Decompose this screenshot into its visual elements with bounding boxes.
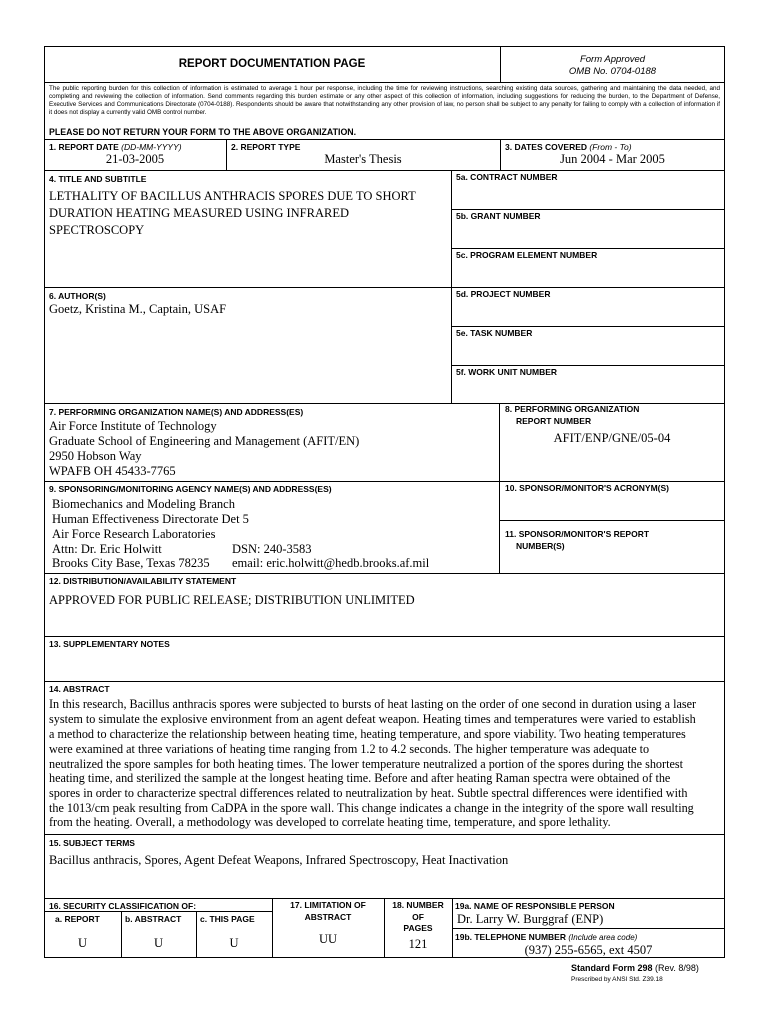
sponsor-label: 9. SPONSORING/MONITORING AGENCY NAME(S) AND ADDRESS(ES): [49, 484, 332, 494]
title-line-3: SPECTROSCOPY: [49, 223, 145, 237]
pages-label-1: 18. NUMBER: [392, 900, 444, 910]
author-value: Goetz, Kristina M., Captain, USAF: [49, 302, 227, 316]
distribution-value: APPROVED FOR PUBLIC RELEASE; DISTRIBUTION UNLIMITED: [49, 593, 415, 607]
dates-covered-value: Jun 2004 - Mar 2005: [560, 152, 665, 166]
sponsor-dsn: DSN: 240-3583: [232, 542, 312, 556]
rule: [44, 911, 272, 912]
project-number-label: 5d. PROJECT NUMBER: [456, 289, 551, 299]
work-unit-label: 5f. WORK UNIT NUMBER: [456, 367, 558, 377]
report-type-value: Master's Thesis: [324, 152, 402, 166]
performing-org-line-1: Air Force Institute of Technology: [49, 419, 217, 433]
omb-number: OMB No. 0704-0188: [568, 66, 657, 77]
rule: [44, 139, 725, 140]
abstract-label: 14. ABSTRACT: [49, 684, 110, 694]
author-label: 6. AUTHOR(S): [49, 291, 106, 301]
pages-value: 121: [408, 937, 428, 951]
responsible-person-label: 19a. NAME OF RESPONSIBLE PERSON: [455, 901, 615, 911]
abstract-line: heating time, and sterilized the sample at the longest heating time. Before and after heating Raman spectra were obtained of the: [49, 771, 671, 785]
rule: [44, 573, 725, 574]
sponsor-acronym-label: 10. SPONSOR/MONITOR'S ACRONYM(S): [505, 483, 670, 493]
performing-org-label: 7. PERFORMING ORGANIZATION NAME(S) AND ADDRESS(ES): [49, 407, 304, 417]
pages-label-3: PAGES: [403, 923, 433, 933]
sec-page-label: c. THIS PAGE: [200, 914, 255, 924]
title-label: 4. TITLE AND SUBTITLE: [49, 174, 147, 184]
sponsor-line-5: Brooks City Base, Texas 78235: [52, 556, 210, 570]
title-line-2: DURATION HEATING MEASURED USING INFRARED: [49, 206, 349, 220]
limitation-label-2: ABSTRACT: [304, 912, 352, 922]
title-line-1: LETHALITY OF BACILLUS ANTHRACIS SPORES DUE TO SHORT: [49, 189, 416, 203]
report-date-label: 1. REPORT DATE (DD-MM-YYYY): [49, 142, 182, 152]
abstract-line: system to simulate the explosive environment from an agent defeat weapon. Heating times and temperatures were varied to establish: [49, 712, 696, 726]
program-element-label: 5c. PROGRAM ELEMENT NUMBER: [456, 250, 598, 260]
abstract-line: spores in order to characterize spectral differences related to neutralization by heat. Subtle spectral differences were identified with: [49, 786, 688, 800]
abstract-line: the 1013/cm peak resulting from CaDPA in the spore wall. This change indicates a change in the integrity of the spore wall resulting: [49, 801, 694, 815]
limitation-label-1: 17. LIMITATION OF: [290, 900, 366, 910]
sponsor-email: email: eric.holwitt@hedb.brooks.af.mil: [232, 556, 430, 570]
abstract-line: a method to characterize the relationship between heating time, heating temperature, and spore viability. Two heating temperatures: [49, 727, 686, 741]
rule: [451, 248, 725, 249]
supplementary-label: 13. SUPPLEMENTARY NOTES: [49, 639, 170, 649]
sponsor-report-label-2: NUMBER(S): [516, 541, 565, 551]
sec-report-value: U: [77, 936, 88, 950]
abstract-line: neutralized the spore samples for both heating times. The lower temperature neutralized a portion of the spores during the shortest: [49, 757, 684, 771]
rule: [451, 209, 725, 210]
rule: [44, 636, 725, 637]
page-title: REPORT DOCUMENTATION PAGE: [178, 58, 366, 70]
rule: [451, 365, 725, 366]
rule: [451, 326, 725, 327]
sponsor-report-label-1: 11. SPONSOR/MONITOR'S REPORT: [505, 529, 650, 539]
rule: [452, 928, 725, 929]
abstract-line: were examined at three variations of heating time ranging from 1.2 to 4.2 seconds. The higher temperature was adequate to: [49, 742, 650, 756]
limitation-value: UU: [318, 932, 338, 946]
report-documentation-form: [44, 46, 725, 958]
rule: [44, 82, 725, 83]
performing-org-line-3: 2950 Hobson Way: [49, 449, 142, 463]
sec-page-value: U: [229, 936, 239, 950]
prescribed-by-label: Prescribed by ANSI Std. Z39.18: [571, 976, 663, 983]
sponsor-line-1: Biomechanics and Modeling Branch: [52, 497, 235, 511]
rule: [499, 403, 500, 573]
rule: [44, 170, 725, 171]
sponsor-line-4: Attn: Dr. Eric Holwitt: [52, 542, 162, 556]
telephone-label: 19b. TELEPHONE NUMBER (Include area code): [455, 932, 638, 942]
task-number-label: 5e. TASK NUMBER: [456, 328, 533, 338]
distribution-label: 12. DISTRIBUTION/AVAILABILITY STATEMENT: [49, 576, 237, 586]
grant-number-label: 5b. GRANT NUMBER: [456, 211, 541, 221]
abstract-line: In this research, Bacillus anthracis spores were subjected to bursts of heat lasting on the order of one second in duration using a laser: [49, 697, 697, 711]
sec-abstract-value: U: [153, 936, 164, 950]
sponsor-line-2: Human Effectiveness Directorate Det 5: [52, 512, 249, 526]
form-approved-text: Form Approved: [579, 54, 646, 65]
perf-report-number: AFIT/ENP/GNE/05-04: [553, 431, 671, 445]
rule: [44, 834, 725, 835]
dates-covered-label: 3. DATES COVERED (From - To): [505, 142, 632, 152]
standard-form-label: Standard Form 298 (Rev. 8/98): [571, 963, 699, 973]
pages-label-2: OF: [412, 912, 424, 922]
sec-report-label: a. REPORT: [55, 914, 100, 924]
report-type-label: 2. REPORT TYPE: [231, 142, 301, 152]
subject-terms-label: 15. SUBJECT TERMS: [49, 838, 135, 848]
report-date-value: 21-03-2005: [105, 152, 165, 166]
rule: [44, 287, 725, 288]
rule: [44, 481, 725, 482]
burden-statement: The public reporting burden for this collection of information is estimated to average 1 hour per response, including the time for reviewing instructions, searching existing data sources, gathering and maintaining the data needed, and completing and reviewing the collection of information. Send comments regarding this burden estimate or any other aspect of this collection of information, including suggestions for reducing the burden, to the Department of Defense, Executive Services and Communications Directorate (0704-0188). Respondents should be aware that notwithstanding any other provision of law, no person shall be subject to any penalty for failing to comply with a collection of information if it does not display a currently valid OMB control number.: [49, 85, 720, 116]
perf-report-label-2: REPORT NUMBER: [516, 416, 592, 426]
responsible-person-value: Dr. Larry W. Burggraf (ENP): [457, 912, 604, 926]
telephone-value: (937) 255-6565, ext 4507: [524, 943, 653, 957]
performing-org-line-4: WPAFB OH 45433-7765: [49, 464, 176, 478]
performing-org-line-2: Graduate School of Engineering and Management (AFIT/EN): [49, 434, 360, 448]
rule: [499, 520, 725, 521]
sponsor-line-3: Air Force Research Laboratories: [52, 527, 216, 541]
contract-number-label: 5a. CONTRACT NUMBER: [456, 172, 558, 182]
do-not-return-notice: PLEASE DO NOT RETURN YOUR FORM TO THE ABOVE ORGANIZATION.: [49, 127, 357, 137]
abstract-line: from the heating. Overall, a methodology was developed to correlate heating time, temperature, and spore lethality.: [49, 815, 611, 829]
rule: [44, 681, 725, 682]
sec-abstract-label: b. ABSTRACT: [125, 914, 182, 924]
subject-terms-value: Bacillus anthracis, Spores, Agent Defeat Weapons, Infrared Spectroscopy, Heat Inactivation: [49, 853, 509, 867]
perf-report-label-1: 8. PERFORMING ORGANIZATION: [505, 404, 640, 414]
security-classification-label: 16. SECURITY CLASSIFICATION OF:: [49, 901, 197, 911]
